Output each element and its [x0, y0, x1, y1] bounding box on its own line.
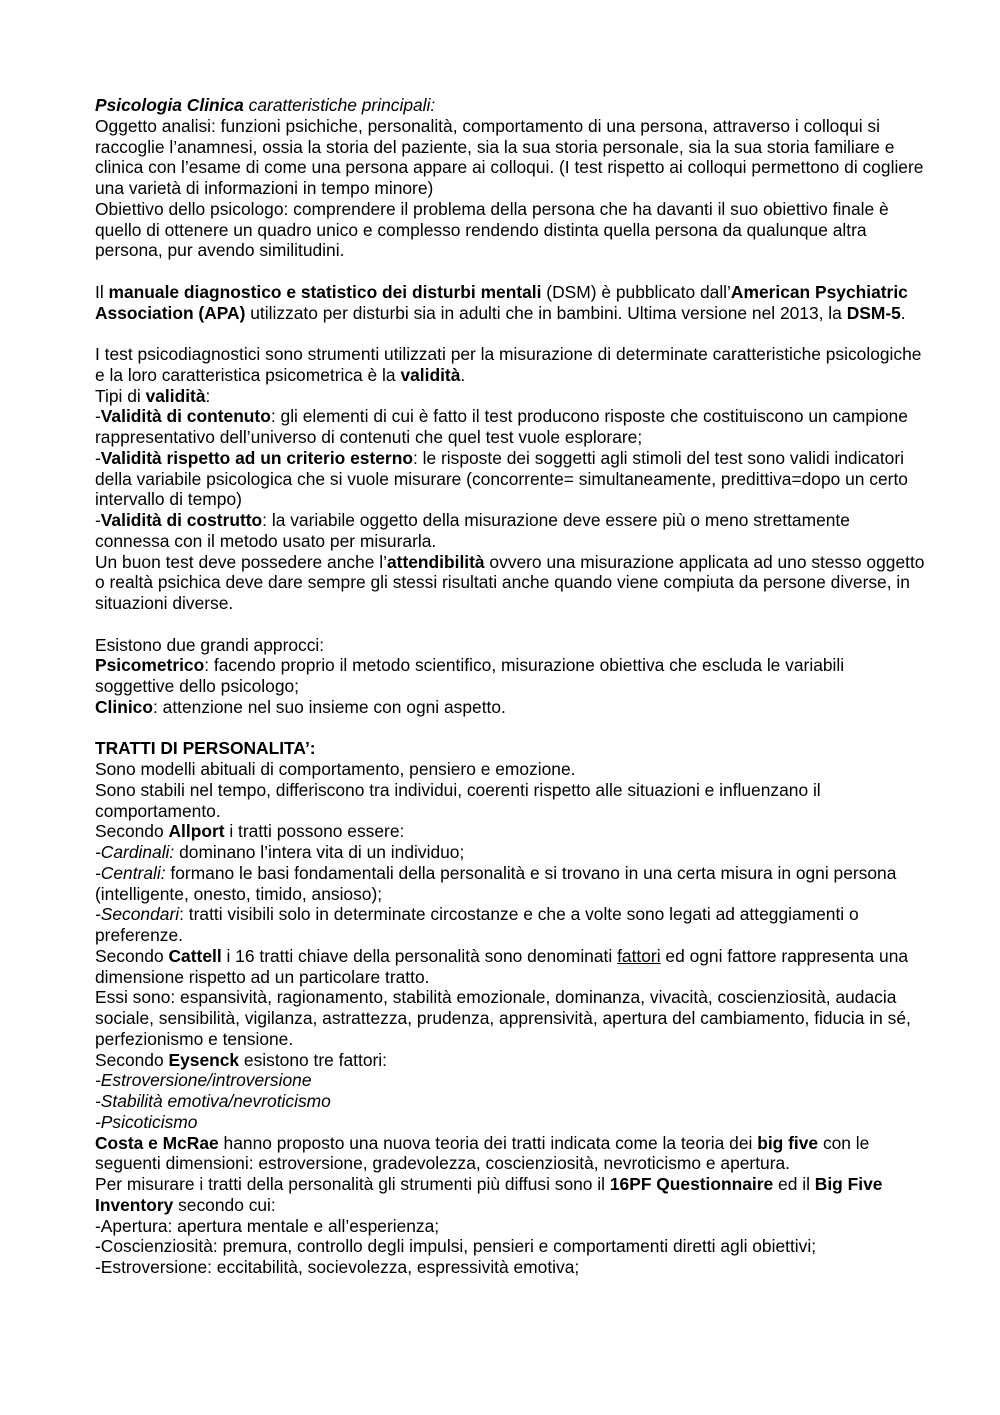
text: Un buon test deve possedere anche l’	[95, 551, 387, 572]
text: -	[95, 510, 101, 530]
item-secondari	[95, 904, 925, 946]
paragraph-eysenck	[95, 1050, 925, 1071]
paragraph-essi: Essi sono: espansività, ragionamento, stabilità emozionale, dominanza, vivacità, coscienziosità, audacia sociale, sensibilità, vigilanza, astrattezza, prudenza, apprensività, apertura del cambiamento, fiducia in sé, perfezionismo e tensione.	[95, 987, 911, 1049]
item-validita-contenuto	[95, 406, 925, 448]
text: : gli elementi di cui è fatto il test producono risposte che costituiscono un campione rappresentativo dell’universo di contenuti che quel test vuole esplorare;	[95, 406, 908, 447]
paragraph-tipi-validita	[95, 386, 925, 407]
italic-text: -Psicoticismo	[95, 1111, 198, 1132]
text: (DSM) è pubblicato dall’	[541, 281, 731, 302]
bold-text: TRATTI DI PERSONALITA’:	[95, 738, 316, 759]
title-bold: Psicologia Clinica	[95, 95, 244, 115]
text: Secondo	[95, 1049, 169, 1070]
italic-text: -Centrali:	[95, 862, 166, 883]
text: -	[95, 406, 101, 427]
paragraph-oggetto: Oggetto analisi: funzioni psichiche, personalità, comportamento di una persona, attraverso i colloqui si raccoglie l’anamnesi, ossia la storia del paziente, sia la sua storia personale, sia la sua storia familiare e clinica con l’esame di come una persona appare ai colloqui. (I test rispetto ai colloqui permettono di cogliere una varietà di informazioni in tempo minore)	[95, 115, 924, 198]
text: Per misurare i tratti della personalità gli strumenti più diffusi sono il	[95, 1174, 610, 1194]
bold-text: validità	[145, 385, 206, 406]
paragraph-approcci: Esistono due grandi approcci:	[95, 634, 325, 655]
spacer	[95, 614, 925, 635]
paragraph-tratti-1: Sono modelli abituali di comportamento, pensiero e emozione.	[95, 759, 576, 779]
text: hanno proposto una nuova teoria dei tratti indicata come la teoria dei	[218, 1132, 758, 1153]
section-title	[95, 95, 925, 116]
text: :	[205, 385, 211, 406]
italic-text: -Secondari	[95, 904, 180, 925]
bold-text: Costa e McRae	[95, 1132, 219, 1153]
item-eysenck-1	[95, 1070, 925, 1091]
italic-text: -Cardinali:	[95, 842, 175, 862]
paragraph-dsm	[95, 282, 925, 324]
text: : la variabile oggetto della misurazione deve essere più o meno strettamente connessa con il metodo usato per misurarla.	[95, 510, 850, 551]
paragraph-obiettivo: Obiettivo dello psicologo: comprendere il problema della persona che ha davanti il suo obiettivo finale è quello di ottenere un quadro unico e complesso rendendo distinta quella persona da qualunque altra persona, pur avendo similitudini.	[95, 198, 889, 261]
bold-text: big five	[757, 1132, 819, 1153]
item-clinico	[95, 697, 925, 718]
spacer	[95, 323, 925, 344]
bold-text: Validità di costrutto	[100, 510, 263, 530]
bold-text: Clinico	[95, 696, 153, 717]
text: .	[460, 364, 466, 385]
text: : facendo proprio il metodo scientifico, misurazione obiettiva che escluda le variabili soggettive dello psicologo;	[95, 655, 845, 696]
text: -	[95, 447, 101, 468]
text: dominano l’intera vita di un individuo;	[174, 842, 465, 862]
text: i 16 tratti chiave della personalità sono denominati	[221, 945, 618, 966]
text: : attenzione nel suo insieme con ogni aspetto.	[152, 696, 506, 717]
text: ed il	[773, 1174, 815, 1194]
paragraph-allport	[95, 821, 925, 842]
text: : le risposte dei soggetti agli stimoli del test sono validi indicatori della variabile psicologica che si vuole misurare (concorrente= simultaneamente, predittiva=dopo un certo intervallo di tempo)	[95, 447, 908, 510]
bold-text: Allport	[168, 821, 225, 842]
section-heading-tratti	[95, 738, 925, 759]
text: Tipi di	[95, 385, 146, 406]
paragraph-attendibilita	[95, 552, 925, 614]
text: Secondo	[95, 945, 169, 966]
item-big-five-3: -Estroversione: eccitabilità, socievolezza, espressività emotiva;	[95, 1257, 580, 1277]
bold-text: Big Five Inventory	[95, 1174, 883, 1215]
item-cardinali	[95, 842, 925, 863]
bold-text: Cattell	[168, 945, 222, 966]
item-eysenck-3	[95, 1112, 925, 1133]
text: .	[900, 302, 906, 323]
paragraph-test	[95, 344, 925, 386]
underlined-text: fattori	[617, 945, 661, 966]
item-centrali	[95, 863, 925, 905]
text: ed ogni fattore rappresenta una dimensione rispetto ad un particolare tratto.	[95, 945, 909, 987]
bold-text: Eysenck	[168, 1049, 240, 1070]
paragraph-misurare	[95, 1174, 925, 1216]
item-big-five-1: -Apertura: apertura mentale e all’esperienza;	[95, 1215, 440, 1236]
paragraph-cattell	[95, 946, 925, 988]
bold-text: 16PF Questionnaire	[609, 1174, 774, 1194]
text: con le seguenti dimensioni: estroversione, gradevolezza, coscienziosità, nevroticismo e apertura.	[95, 1132, 870, 1174]
item-psicometrico	[95, 655, 925, 697]
italic-text: -Stabilità emotiva/nevroticismo	[95, 1091, 331, 1111]
item-validita-costrutto	[95, 510, 925, 552]
bold-text: attendibilità	[386, 551, 485, 572]
text: utilizzato per disturbi sia in adulti che in bambini. Ultima versione nel 2013, la	[245, 302, 847, 323]
bold-text: American Psychiatric Association (APA)	[95, 281, 908, 323]
item-big-five-2: -Coscienziosità: premura, controllo degli impulsi, pensieri e comportamenti diretti agli obiettivi;	[95, 1236, 817, 1257]
bold-text: DSM-5	[846, 302, 901, 323]
item-eysenck-2	[95, 1091, 925, 1112]
item-validita-criterio	[95, 448, 925, 510]
bold-text: validità	[400, 364, 461, 385]
text: I test psicodiagnostici sono strumenti utilizzati per la misurazione di determinate caratteristiche psicologiche e la loro caratteristica psicometrica è la	[95, 344, 922, 385]
spacer	[95, 718, 925, 739]
spacer	[95, 261, 925, 282]
paragraph-tratti-2: Sono stabili nel tempo, differiscono tra individui, coerenti rispetto alle situazioni e influenzano il comportamento.	[95, 779, 821, 821]
bold-text: manuale diagnostico e statistico dei disturbi mentali	[108, 281, 542, 302]
text: Il	[95, 281, 109, 302]
document-page	[95, 95, 925, 1278]
text: : tratti visibili solo in determinate circostanze e che a volte sono legati ad atteggiamenti o preferenze.	[95, 904, 859, 945]
text: formano le basi fondamentali della personalità e si trovano in una certa misura in ogni persona (intelligente, onesto, timido, ansioso);	[95, 862, 897, 904]
italic-text: -Estroversione/introversione	[95, 1070, 312, 1091]
bold-text: Psicometrico	[95, 655, 205, 676]
text: secondo cui:	[173, 1194, 276, 1215]
text: i tratti possono essere:	[224, 821, 405, 842]
text: ovvero una misurazione applicata ad uno stesso oggetto o realtà psichica deve dare sempre gli stessi risultati anche quando viene compiuta da persone diverse, in situazioni diverse.	[95, 551, 925, 613]
text: Secondo	[95, 821, 169, 842]
paragraph-costa	[95, 1133, 925, 1175]
text: esistono tre fattori:	[239, 1049, 387, 1070]
bold-text: Validità di contenuto	[100, 406, 271, 427]
title-rest: caratteristiche principali:	[243, 95, 436, 115]
bold-text: Validità rispetto ad un criterio esterno	[100, 447, 413, 468]
